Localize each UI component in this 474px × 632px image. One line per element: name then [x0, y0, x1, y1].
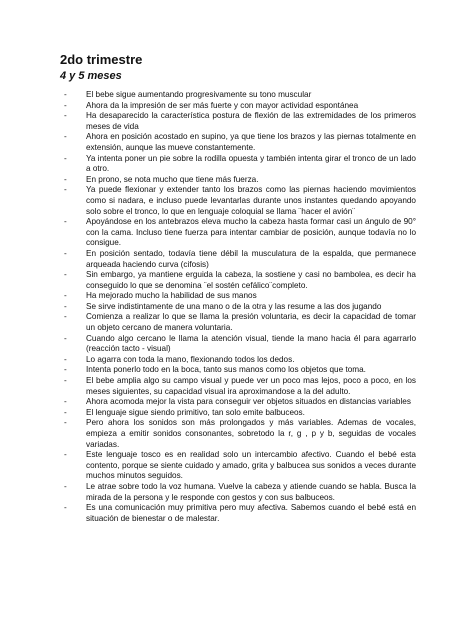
list-item [64, 376, 416, 397]
list-item-text: Ahora en posición acostado en supino, ya que tiene los brazos y las piernas totalmente en extensión, aunque las mueve constantemente. [86, 132, 416, 152]
list-item-text: Es una comunicación muy primitiva pero muy afectiva. Sabemos cuando el bebé está en situación de bienestar o de malestar. [86, 503, 416, 523]
list-item [64, 185, 416, 217]
dash-bullet-icon: - [64, 111, 67, 121]
dash-bullet-icon: - [64, 418, 67, 428]
list-item [64, 154, 416, 175]
dash-bullet-icon: - [64, 333, 67, 343]
list-item [64, 482, 416, 503]
list-item-text: En posición sentado, todavía tiene débil la musculatura de la espalda, que permanece arqueada haciendo curva (cifosis) [86, 248, 416, 269]
list-item-text: El bebe sigue aumentando progresivamente su tono muscular [86, 90, 312, 99]
dash-bullet-icon: - [64, 312, 67, 322]
dash-bullet-icon: - [64, 365, 67, 375]
list-item [64, 334, 416, 355]
list-item-text: Ahora da la impresión de ser más fuerte y con mayor actividad espontánea [86, 100, 359, 110]
list-item-text: Ha mejorado mucho la habilidad de sus manos [86, 291, 257, 301]
list-item [64, 312, 416, 333]
list-item [64, 397, 416, 408]
list-item-text: Le atrae sobre todo la voz humana. Vuelve la cabeza y atiende cuando se habla. Busca la mirada de la persona y le responde con gestos y con sus balbuceos. [86, 481, 416, 502]
dash-bullet-icon: - [64, 100, 67, 110]
list-item-text: El lenguaje sigue siendo primitivo, tan solo emite balbuceos. [86, 407, 305, 417]
dash-bullet-icon: - [64, 217, 67, 227]
list-item-text: Ya intenta poner un pie sobre la rodilla opuesta y también intenta girar el tronco de un lado a otro. [86, 153, 416, 174]
dash-bullet-icon: - [64, 291, 67, 301]
list-item-text: Intenta ponerlo todo en la boca, tanto sus manos como los objetos que toma. [86, 365, 366, 375]
list-item [64, 111, 416, 132]
dash-bullet-icon: - [64, 376, 67, 386]
dash-bullet-icon: - [64, 397, 67, 407]
list-item [64, 175, 416, 186]
list-item-text: Pero ahora los sonidos son más prolongados y más variables. Ademas de vocales, empieza a emitir sonidos consonantes, sobretodo la r, g , p y b, seguidas de vocales variadas. [86, 418, 416, 449]
dash-bullet-icon: - [64, 503, 67, 513]
page-title: 2do trimestre [60, 52, 143, 67]
list-item [64, 90, 416, 101]
list-item [64, 217, 416, 249]
list-item [64, 302, 416, 313]
dash-bullet-icon: - [64, 90, 67, 99]
dash-bullet-icon: - [64, 270, 67, 280]
page-subtitle: 4 y 5 meses [60, 70, 122, 82]
dash-bullet-icon: - [64, 153, 67, 163]
list-item-text: Sin embargo, ya mantiene erguida la cabeza, la sostiene y casi no bambolea, es decir ha conseguido lo que se denomina ¨el sostén cefálico¨completo. [86, 270, 416, 290]
list-item-text: Ahora acomoda mejor la vista para conseguir ver objetos situados en distancias variables [86, 397, 411, 407]
dash-bullet-icon: - [64, 174, 67, 184]
list-item [64, 249, 416, 270]
bullet-list [64, 90, 416, 524]
dash-bullet-icon: - [64, 248, 67, 258]
dash-bullet-icon: - [64, 301, 67, 311]
list-item-text: Ya puede flexionar y extender tanto los brazos como las piernas haciendo movimientos como si nadara, e incluso puede levantarlas durante unos instantes quedando apoyando solo sobre el tronco, lo que en lenguaje coloquial se llama ¨hacer el avión¨ [86, 185, 416, 216]
list-item-text: Apoyándose en los antebrazos eleva mucho la cabeza hasta formar casi un ángulo de 90° con la cama. Incluso tiene fuerza para intentar cambiar de posición, aunque todavía no lo consigue. [86, 217, 416, 248]
list-item [64, 503, 416, 524]
list-item [64, 270, 416, 291]
list-item-text: Cuando algo cercano le llama la atención visual, tiende la mano hacia él para agarrarlo (reacción tacto - visual) [86, 333, 416, 354]
dash-bullet-icon: - [64, 407, 67, 417]
list-item [64, 132, 416, 153]
list-item [64, 418, 416, 450]
list-item-text: Este lenguaje tosco es en realidad solo un intercambio afectivo. Cuando el bebé esta contento, porque se siente cuidado y amado, grita y balbucea sus sonidos a veces durante muchos minutos seguidos. [86, 450, 416, 481]
list-item [64, 365, 416, 376]
list-item [64, 101, 416, 112]
list-item [64, 408, 416, 419]
dash-bullet-icon: - [64, 481, 67, 491]
dash-bullet-icon: - [64, 132, 67, 142]
list-item-text: Ha desaparecido la característica postura de flexión de las extremidades de los primeros meses de vida [86, 111, 416, 131]
list-item-text: En prono, se nota mucho que tiene más fuerza. [86, 174, 259, 184]
dash-bullet-icon: - [64, 450, 67, 460]
list-item [64, 291, 416, 302]
dash-bullet-icon: - [64, 354, 67, 364]
list-item [64, 450, 416, 482]
list-item-text: Se sirve indistintamente de una mano o de la otra y las resume a las dos jugando [86, 301, 382, 311]
list-item-text: Comienza a realizar lo que se llama la presión voluntaria, es decir la capacidad de tomar un objeto cercano de manera voluntaria. [86, 312, 416, 333]
list-item-text: El bebe amplia algo su campo visual y puede ver un poco mas lejos, poco a poco, en los meses siguientes, su capacidad visual ira aproximandose a la del adulto. [86, 376, 416, 396]
dash-bullet-icon: - [64, 185, 67, 195]
list-item-text: Lo agarra con toda la mano, flexionando todos los dedos. [86, 354, 295, 364]
list-item [64, 355, 416, 366]
